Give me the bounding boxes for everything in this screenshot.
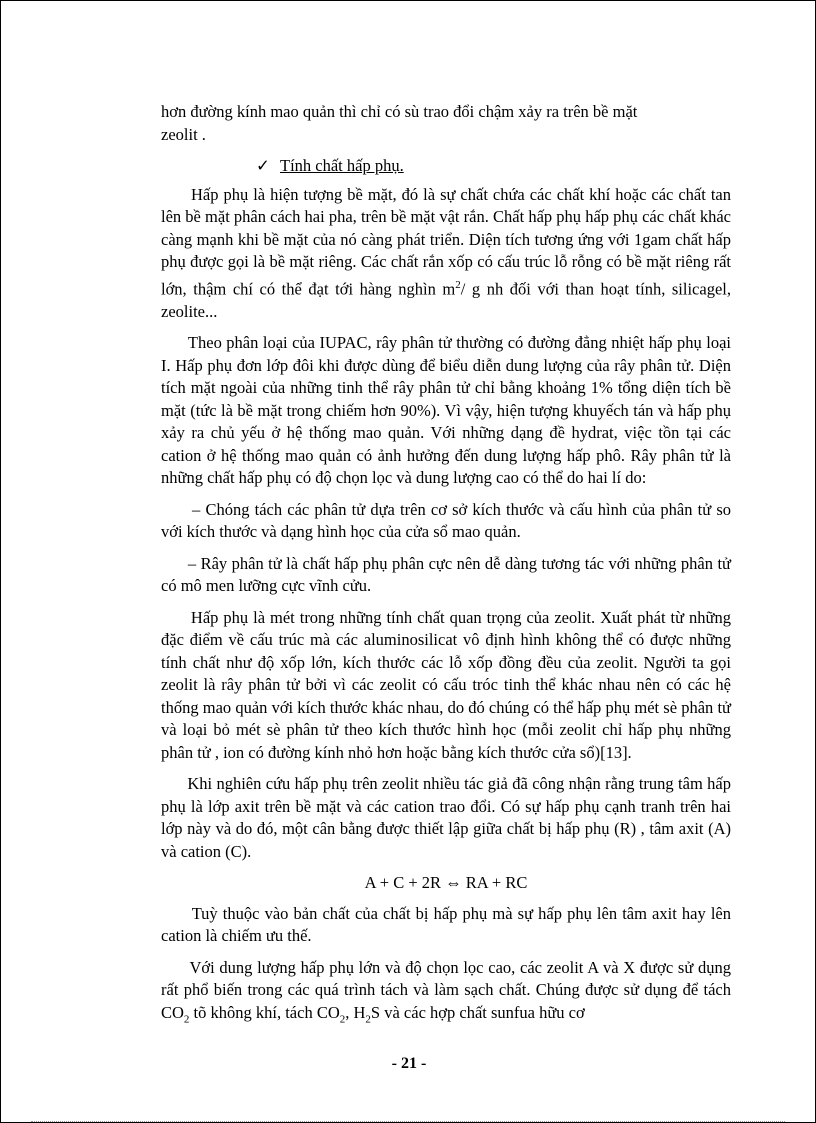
continued-text: hơn đường kính mao quản thì chỉ có sù trao đổi chậm xảy ra trên bề mặt zeolit . — [161, 102, 638, 144]
paragraph-iupac: Theo phân loại của IUPAC, rây phân tử thường có đường đẳng nhiệt hấp phụ loại I. Hấp phụ đơn lớp đôi khi được dùng để biểu diễn dung lượng của rây phân tử. Diện tích mặt ngoài của những tinh thể rây phân tử chỉ bằng khoảng 1% tổng diện tích bề mặt (tức là bề mặt trong chiếm hơn 90%). Vì vậy, hiện tượng khuyếch tán và hấp phụ xảy ra chủ yếu ở hệ thống mao quản. Với những dạng đề hydrat, việc tồn tại các cation ở hệ thống mao quản có ảnh hưởng đến dung lượng hấp phô. Rây phân tử là những chất hấp phụ có độ chọn lọc và dung lượng cao có thể do hai lí do: — [161, 333, 731, 487]
paragraph-reason-2: – Rây phân tử là chất hấp phụ phân cực nên dễ dàng tương tác với những phân tử có mô men lưỡng cực vĩnh cửu. — [161, 553, 731, 595]
footer-divider — [31, 1121, 785, 1122]
page-number: - 21 - — [391, 1055, 427, 1072]
paragraph-reason-1: – Chóng tách các phân tử dựa trên cơ sở kích thước và cấu hình của phân tử so với kích thước và dạng hình học của cửa sổ mao quản. — [161, 499, 731, 541]
paragraph-zeolite-properties: Hấp phụ là mét trong những tính chất quan trọng của zeolit. Xuất phát từ những đặc điểm về cấu trúc mà các aluminosilicat vô định hình không thể có được những tính chất như độ xốp lớn, kích thước các lỗ xốp đồng đều của zeolit. Người ta gọi zeolit là rây phân tử bởi vì các zeolit có cấu tróc tinh thể khác nhau nên có các hệ thống mao quản với kích thước khác nhau, do đó chúng có thể hấp phụ mét sè phân tử và loại bỏ mét sè phân tử theo kích thước hình học (mỗi zeolit chỉ hấp phụ những phân tử , ion có đường kính nhỏ hơn hoặc bằng kích thước cửa sổ)[13]. — [161, 607, 731, 762]
paragraph-applications: Với dung lượng hấp phụ lớn và độ chọn lọc cao, các zeolit A và X được sử dụng rất phổ biến trong các quá trình tách và làm sạch chất. Chúng được sử dụng để tách $CO_2$ tõ không khí, tách $CO_2$, $H_2S$ và các hợp chất sunfua hữu cơ — [161, 957, 731, 1025]
equilibrium-formula: A + C + 2R ⇔ RA + RC — [364, 873, 528, 892]
paragraph-dependence: Tuỳ thuộc vào bản chất của chất bị hấp phụ mà sự hấp phụ lên tâm axit hay lên cation là chiếm ưu thế. — [161, 903, 732, 945]
document-body — [161, 101, 731, 1039]
paragraph-adsorption-centers: Khi nghiên cứu hấp phụ trên zeolit nhiều tác giả đã công nhận rằng trung tâm hấp phụ là lớp axit trên bề mặt và các cation trao đổi. Có sự hấp phụ cạnh tranh trên hai lớp này và do đó, một cân bằng được thiết lập giữa chất bị hấp phụ (R) , tâm axit (A) và cation (C). — [161, 774, 732, 861]
paragraph-adsorption-definition: Hấp phụ là hiện tượng bề mặt, đó là sự chất chứa các chất khí hoặc các chất tan lên bề mặt phân cách hai pha, trên bề mặt vật rắn. Chất hấp phụ hấp phụ các chất khác càng mạnh khi bề mặt của nó càng phát triển. Diện tích tương ứng với 1gam chất hấp phụ được gọi là bề mặt riêng. Các chất rắn xốp có cấu trúc lỗ rỗng có bề mặt riêng rất lớn, thậm chí có thể đạt tới hàng nghìn $m^2/$ g nh đối với than hoạt tính, silicagel, zeolite... — [161, 184, 731, 321]
checkmark-icon: ✓ — [256, 156, 270, 175]
section-heading: ✓ Tính chất hấp phụ. — [256, 155, 731, 178]
